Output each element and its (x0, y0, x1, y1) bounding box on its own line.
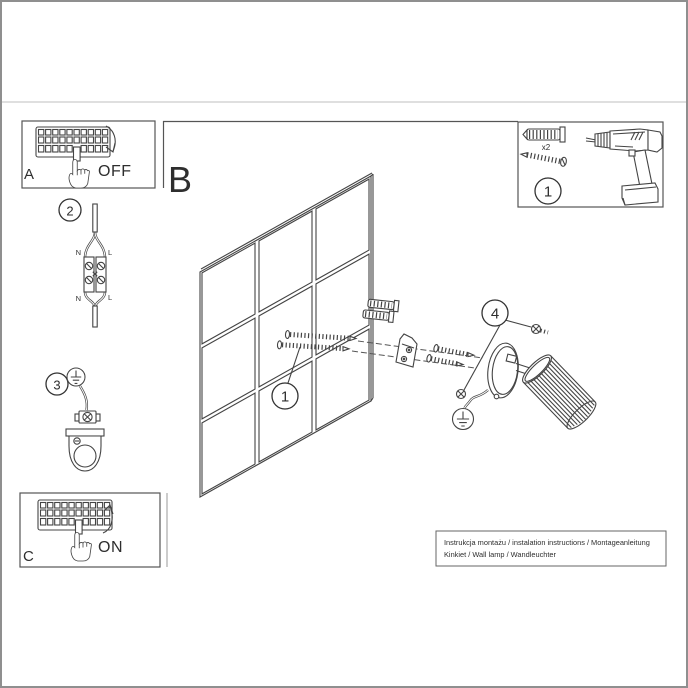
section-a-label: A (24, 166, 35, 183)
section-c-box (20, 493, 167, 567)
step-3-number: 3 (53, 377, 61, 393)
label-n-top: N (75, 248, 81, 257)
mounting-bracket (396, 334, 417, 367)
screw-icon (433, 344, 474, 356)
page-frame (1, 1, 687, 687)
wall-plug-icon (523, 127, 565, 142)
step-1-wall-number: 1 (280, 388, 290, 406)
section-a-box (22, 121, 155, 188)
small-screw-icon (457, 390, 466, 399)
section-b (163, 121, 518, 200)
step-1-number: 1 (543, 183, 553, 201)
small-screw-icon (532, 325, 549, 334)
step-2-wiring-diagram (59, 199, 112, 327)
badge-leader-line (505, 320, 531, 327)
wall-plug-icon (368, 298, 399, 312)
switch-off-label: OFF (98, 163, 132, 180)
circuit-breaker-panel-icon (36, 127, 110, 161)
lamp-canopy (485, 341, 521, 399)
step-4-number: 4 (490, 305, 500, 323)
circuit-breaker-panel-icon (38, 500, 112, 534)
label-n-bottom: N (75, 294, 81, 303)
footer-line-1: Instrukcja montażu / instalation instructions / Montageanleitung (444, 538, 650, 547)
mounting-bracket-icon (66, 429, 104, 471)
screw-axis-line (358, 341, 483, 358)
footer-box (436, 531, 666, 566)
label-l-bottom: L (108, 293, 113, 302)
lamp-assembly (396, 300, 600, 433)
label-l-top: L (108, 248, 113, 257)
section-b-label: B (168, 159, 193, 200)
footer-border (436, 531, 666, 566)
step-3-grounding-diagram (46, 368, 104, 471)
section-c-label: C (23, 548, 34, 565)
footer-line-2: Kinkiet / Wall lamp / Wandleuchter (444, 550, 556, 559)
earth-ground-icon (453, 409, 474, 430)
plug-quantity-label: x2 (541, 143, 551, 152)
terminal-block (84, 257, 106, 292)
wall-edge-thickness (201, 173, 373, 401)
tools-box (518, 122, 663, 207)
switch-on-label: ON (98, 539, 123, 556)
wall-anchors (272, 298, 483, 409)
ground-clamp (75, 411, 100, 423)
step-2-number: 2 (66, 203, 74, 219)
wall-plug-icon (363, 308, 394, 322)
lamp-shade (519, 351, 600, 433)
earth-ground-icon (67, 368, 85, 386)
